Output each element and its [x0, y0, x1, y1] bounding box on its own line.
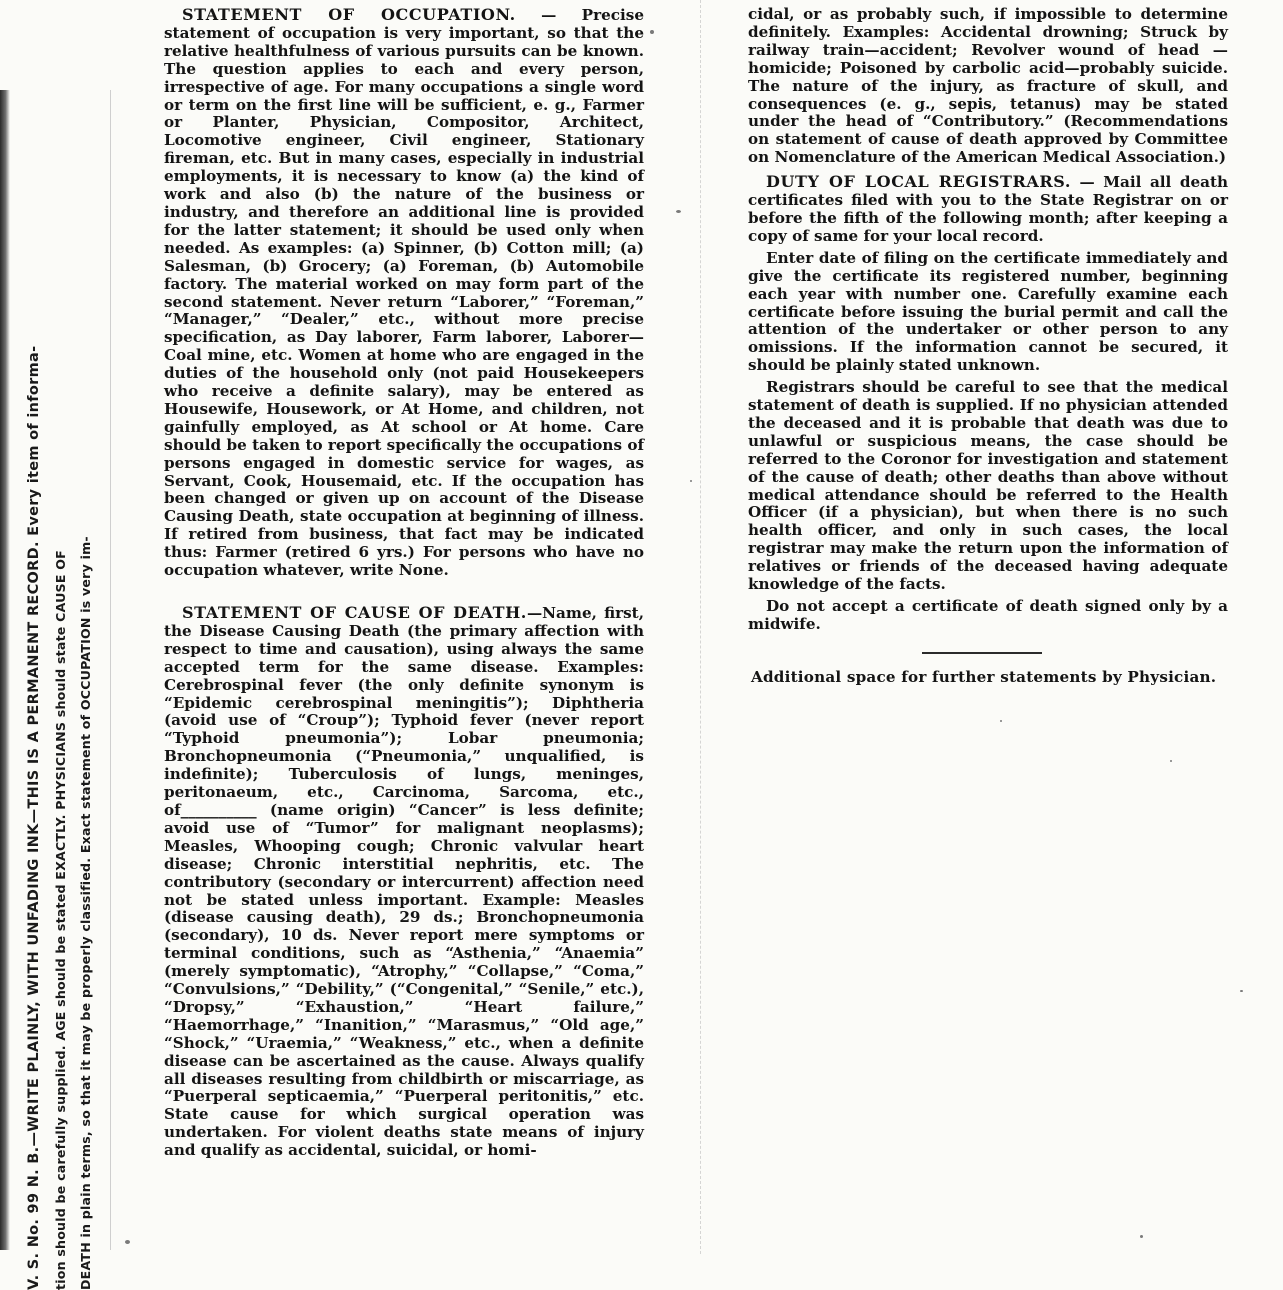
duty-heading: DUTY OF LOCAL REGISTRARS.	[766, 172, 1072, 192]
cause-continued-text: cidal, or as probably such, if impossible to determine definitely. Examples: Accidental drowning; Struck by railway train—accident; Revolver wound of head —homicide; Poisoned by carbolic acid—probably suicide. The nature of the injury, as fracture of skull, and consequences (e. g., sepis, tetanus) may be stated under the head of “Contributory.” (Recommendations on statement of cause of death approved by Committee on Nomenclature of the American Medical Association.)	[748, 5, 1228, 167]
scan-speck	[1000, 720, 1002, 722]
scan-speck	[650, 30, 654, 34]
cause-paragraph	[164, 604, 644, 1160]
column-divider	[700, 0, 702, 1254]
duty-text: — Mail all death certificates filed with you to the State Registrar on or before the fifth of the following month; after keeping a copy of same for your local record.	[748, 173, 1228, 245]
section-rule	[922, 652, 1042, 654]
occupation-paragraph	[164, 6, 644, 580]
left-margin-instructions	[0, 90, 111, 1290]
registrars-paragraph	[748, 379, 1228, 594]
margin-line-1	[26, 170, 42, 1290]
filing-paragraph	[748, 250, 1228, 375]
cause-text: —Name, first, the Disease Causing Death (the primary affection with respect to time and causation), using always the same accepted term for the same disease. Examples: Cerebrospinal fever (the only definite synonym is “Epidemic cerebrospinal meningitis”); Diphtheria (avoid use of “Croup”); Typhoid fever (never report “Typhoid pneumonia”); Lobar pneumonia; Bronchopneumonia (“Pneumonia,” unqualified, is indefinite); Tuberculosis of lungs, meninges, peritonaeum, etc., Carcinoma, Sarcoma, etc., of__________ (name origin) “Cancer” is less definite; avoid use of “Tumor” for malignant neoplasms); Measles, Whooping cough; Chronic valvular heart disease; Chronic interstitial nephritis, etc. The contributory (secondary or intercurrent) affection need not be stated unless important. Example: Measles (disease causing death), 29 ds.; Bronchopneumonia (secondary), 10 ds. Never report mere symptoms or terminal conditions, such as “Asthenia,” “Anaemia” (merely symptomatic), “Atrophy,” “Collapse,” “Coma,” “Convulsions,” “Debility,” (“Congenital,” “Senile,” etc.), “Dropsy,” “Exhaustion,” “Heart failure,” “Haemorrhage,” “Inanition,” “Marasmus,” “Old age,” “Shock,” “Uraemia,” “Weakness,” etc., when a definite disease can be ascertained as the cause. Always qualify all diseases resulting from childbirth or miscarriage, as “Puerperal septicaemia,” “Puerperal peritonitis,” etc. State cause for which surgical operation was undertaken. For violent deaths state means of injury and qualify as accidental, suicidal, or homi-	[164, 604, 644, 1160]
midwife-paragraph	[748, 598, 1228, 634]
scan-speck	[690, 480, 692, 482]
filing-text: Enter date of filing on the certificate immediately and give the certificate its registered number, beginning each year with number one. Carefully examine each certificate before issuing the burial permit and call the attention of the undertaker or other person to any omissions. If the information cannot be secured, it should be plainly stated unknown.	[748, 248, 1228, 375]
duty-paragraph	[748, 173, 1228, 246]
margin-line-2-text: tion should be carefully supplied. AGE should be stated EXACTLY. PHYSICIANS should state CAUSE OF	[53, 550, 68, 1290]
cause-continued-paragraph	[748, 6, 1228, 167]
scan-speck	[125, 1240, 130, 1244]
cause-heading: STATEMENT OF CAUSE OF DEATH.	[182, 603, 527, 622]
scan-speck	[1170, 760, 1172, 762]
right-column	[748, 6, 1228, 634]
margin-line-2	[53, 170, 68, 1290]
occupation-text: — Precise statement of occupation is very important, so that the relative healthfulness of various pursuits can be known. The question applies to each and every person, irrespective of age. For many occupations a single word or term on the first line will be sufficient, e. g., Farmer or Planter, Physician, Compositor, Architect, Locomotive engineer, Civil engineer, Stationary fireman, etc. But in many cases, especially in industrial employments, it is necessary to know (a) the kind of work and also (b) the nature of the business or industry, and therefore an additional line is provided for the latter statement; it should be used only when needed. As examples: (a) Spinner, (b) Cotton mill; (a) Salesman, (b) Grocery; (a) Foreman, (b) Automobile factory. The material worked on may form part of the second statement. Never return “Laborer,” “Foreman,” “Manager,” “Dealer,” etc., without more precise specification, as Day laborer, Farm laborer, Laborer—Coal mine, etc. Women at home who are engaged in the duties of the household only (not paid Housekeepers who receive a definite salary), may be entered as Housewife, Housework, or At Home, and children, not gainfully employed, as At school or At home. Care should be taken to report specifically the occupations of persons engaged in domestic service for wages, as Servant, Cook, Housemaid, etc. If the occupation has been changed or given up on account of the Disease Causing Death, state occupation at beginning of illness. If retired from business, that fact may be indicated thus: Farmer (retired 6 yrs.) For persons who have no occupation whatever, write None.	[164, 6, 644, 580]
scan-edge-shadow	[0, 90, 10, 1250]
scan-speck	[1140, 1235, 1143, 1238]
registrars-text: Registrars should be careful to see that the medical statement of death is supplied. If no physician attended the deceased and it is probable that death was due to unlawful or suspicious means, the case should be referred to the Coronor for investigation and statement of the cause of death; other deaths than above without medical attendance should be referred to the Health Officer (if a physician), but when there is no such health officer, and only in such cases, the local registrar may make the return upon the information of relatives or friends of the deceased having adequate knowledge of the facts.	[748, 378, 1228, 594]
left-column	[164, 6, 644, 1160]
margin-line-1-text: V. S. No. 99 N. B.—WRITE PLAINLY, WITH UNFADING INK—THIS IS A PERMANENT RECORD. Every item of informa-	[26, 345, 42, 1290]
occupation-heading: STATEMENT OF OCCUPATION.	[182, 5, 516, 24]
additional-space-label: Additional space for further statements by Physician.	[751, 668, 1217, 686]
midwife-text: Do not accept a certificate of death signed only by a midwife.	[748, 597, 1228, 633]
margin-line-3-text: DEATH in plain terms, so that it may be properly classified. Exact statement of OCCUPATION is very im-	[78, 536, 93, 1290]
scan-speck	[676, 210, 681, 213]
margin-line-3	[78, 170, 93, 1290]
scan-speck	[1240, 990, 1243, 992]
